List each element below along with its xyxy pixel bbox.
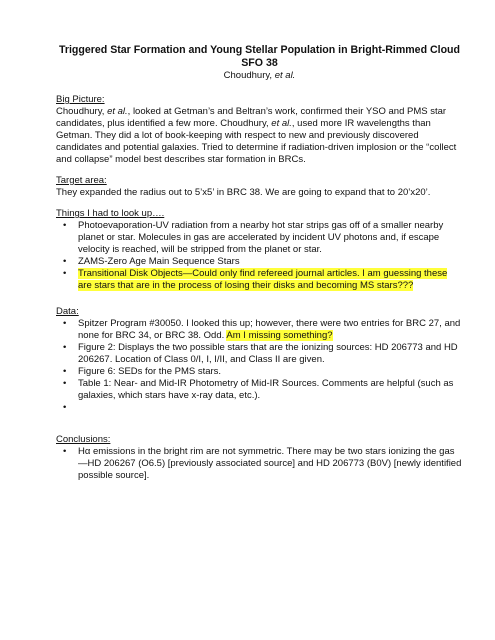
things-list bbox=[56, 220, 463, 292]
data-section bbox=[56, 306, 463, 414]
data-list bbox=[56, 318, 463, 414]
list-item: • ZAMS-Zero Age Main Sequence Stars bbox=[78, 256, 463, 268]
list-item bbox=[78, 402, 463, 414]
conclusions-heading: Conclusions: bbox=[56, 434, 111, 445]
list-item bbox=[78, 318, 463, 342]
things-heading: Things I had to look up…. bbox=[56, 208, 165, 219]
data-heading: Data: bbox=[56, 306, 79, 317]
list-item: • Photoevaporation-UV radiation from a nearby hot star strips gas off of a smaller nearby planet or star. Molecules in gas are accelerated by incident UV photons and, if escape velocity is reached, will be stripped from the planet or star. bbox=[78, 220, 463, 256]
author-name: Choudhury, bbox=[223, 70, 273, 81]
big-picture-etal-2: et al. bbox=[271, 118, 292, 129]
highlighted-text: Am I missing something? bbox=[226, 330, 333, 341]
big-picture-text-a: Choudhury, bbox=[56, 106, 105, 117]
things-section bbox=[56, 208, 463, 292]
list-item: • Hα emissions in the bright rim are not symmetric. There may be two stars ionizing the gas—HD 206267 (O6.5) [previously associated source] and HD 206773 (B0V) [newly identified possible source]. bbox=[78, 446, 463, 482]
authors-line bbox=[56, 70, 463, 82]
big-picture-text-b: , looked at Getman’s and Beltran’s work, confirmed their YSO and PMS star candidates, plus identified a few more. Choudhury, bbox=[56, 106, 447, 129]
target-area-heading: Target area: bbox=[56, 175, 107, 186]
list-item: • Figure 2: Displays the two possible stars that are the ionizing sources: HD 206773 and HD 206267. Location of Class 0/I, I, I/II, and Class II are given. bbox=[78, 342, 463, 366]
document-title bbox=[56, 44, 463, 70]
list-item: • Table 1: Near- and Mid-IR Photometry of Mid-IR Sources. Comments are helpful (such as galaxies, which stars have x-ray data, etc.). bbox=[78, 378, 463, 402]
author-etal: et al. bbox=[274, 70, 296, 81]
big-picture-text bbox=[56, 106, 463, 166]
target-area-text: They expanded the radius out to 5’x5’ in BRC 38. We are going to expand that to 20’x20’. bbox=[56, 187, 431, 198]
big-picture-etal-1: et al. bbox=[107, 106, 128, 117]
highlighted-text: Transitional Disk Objects—Could only find refereed journal articles. I am guessing these are stars that are in the process of losing their disks and becoming MS stars??? bbox=[78, 268, 448, 291]
title-line-2: SFO 38 bbox=[241, 57, 278, 69]
big-picture-text-c: , used more IR wavelengths than Getman. They did a lot of book-keeping with respect to new and previously discovered candidates and potential galaxies. Tried to determine if radiation-driven implosion or the “collect and collapse” model best describes star formation in BRCs. bbox=[56, 118, 457, 165]
title-line-1: Triggered Star Formation and Young Stellar Population in Bright-Rimmed Cloud bbox=[58, 44, 460, 56]
big-picture-section bbox=[56, 94, 463, 166]
conclusions-section bbox=[56, 434, 463, 482]
big-picture-heading: Big Picture: bbox=[56, 94, 105, 105]
target-area-section bbox=[56, 175, 463, 199]
data-item-1-text: Spitzer Program #30050. I looked this up; however, there were two entries for BRC 27, and none for BRC 34, or BRC 38. Odd. bbox=[78, 318, 461, 341]
conclusions-list bbox=[56, 446, 463, 482]
list-item bbox=[78, 268, 463, 292]
list-item: • Figure 6: SEDs for the PMS stars. bbox=[78, 366, 463, 378]
